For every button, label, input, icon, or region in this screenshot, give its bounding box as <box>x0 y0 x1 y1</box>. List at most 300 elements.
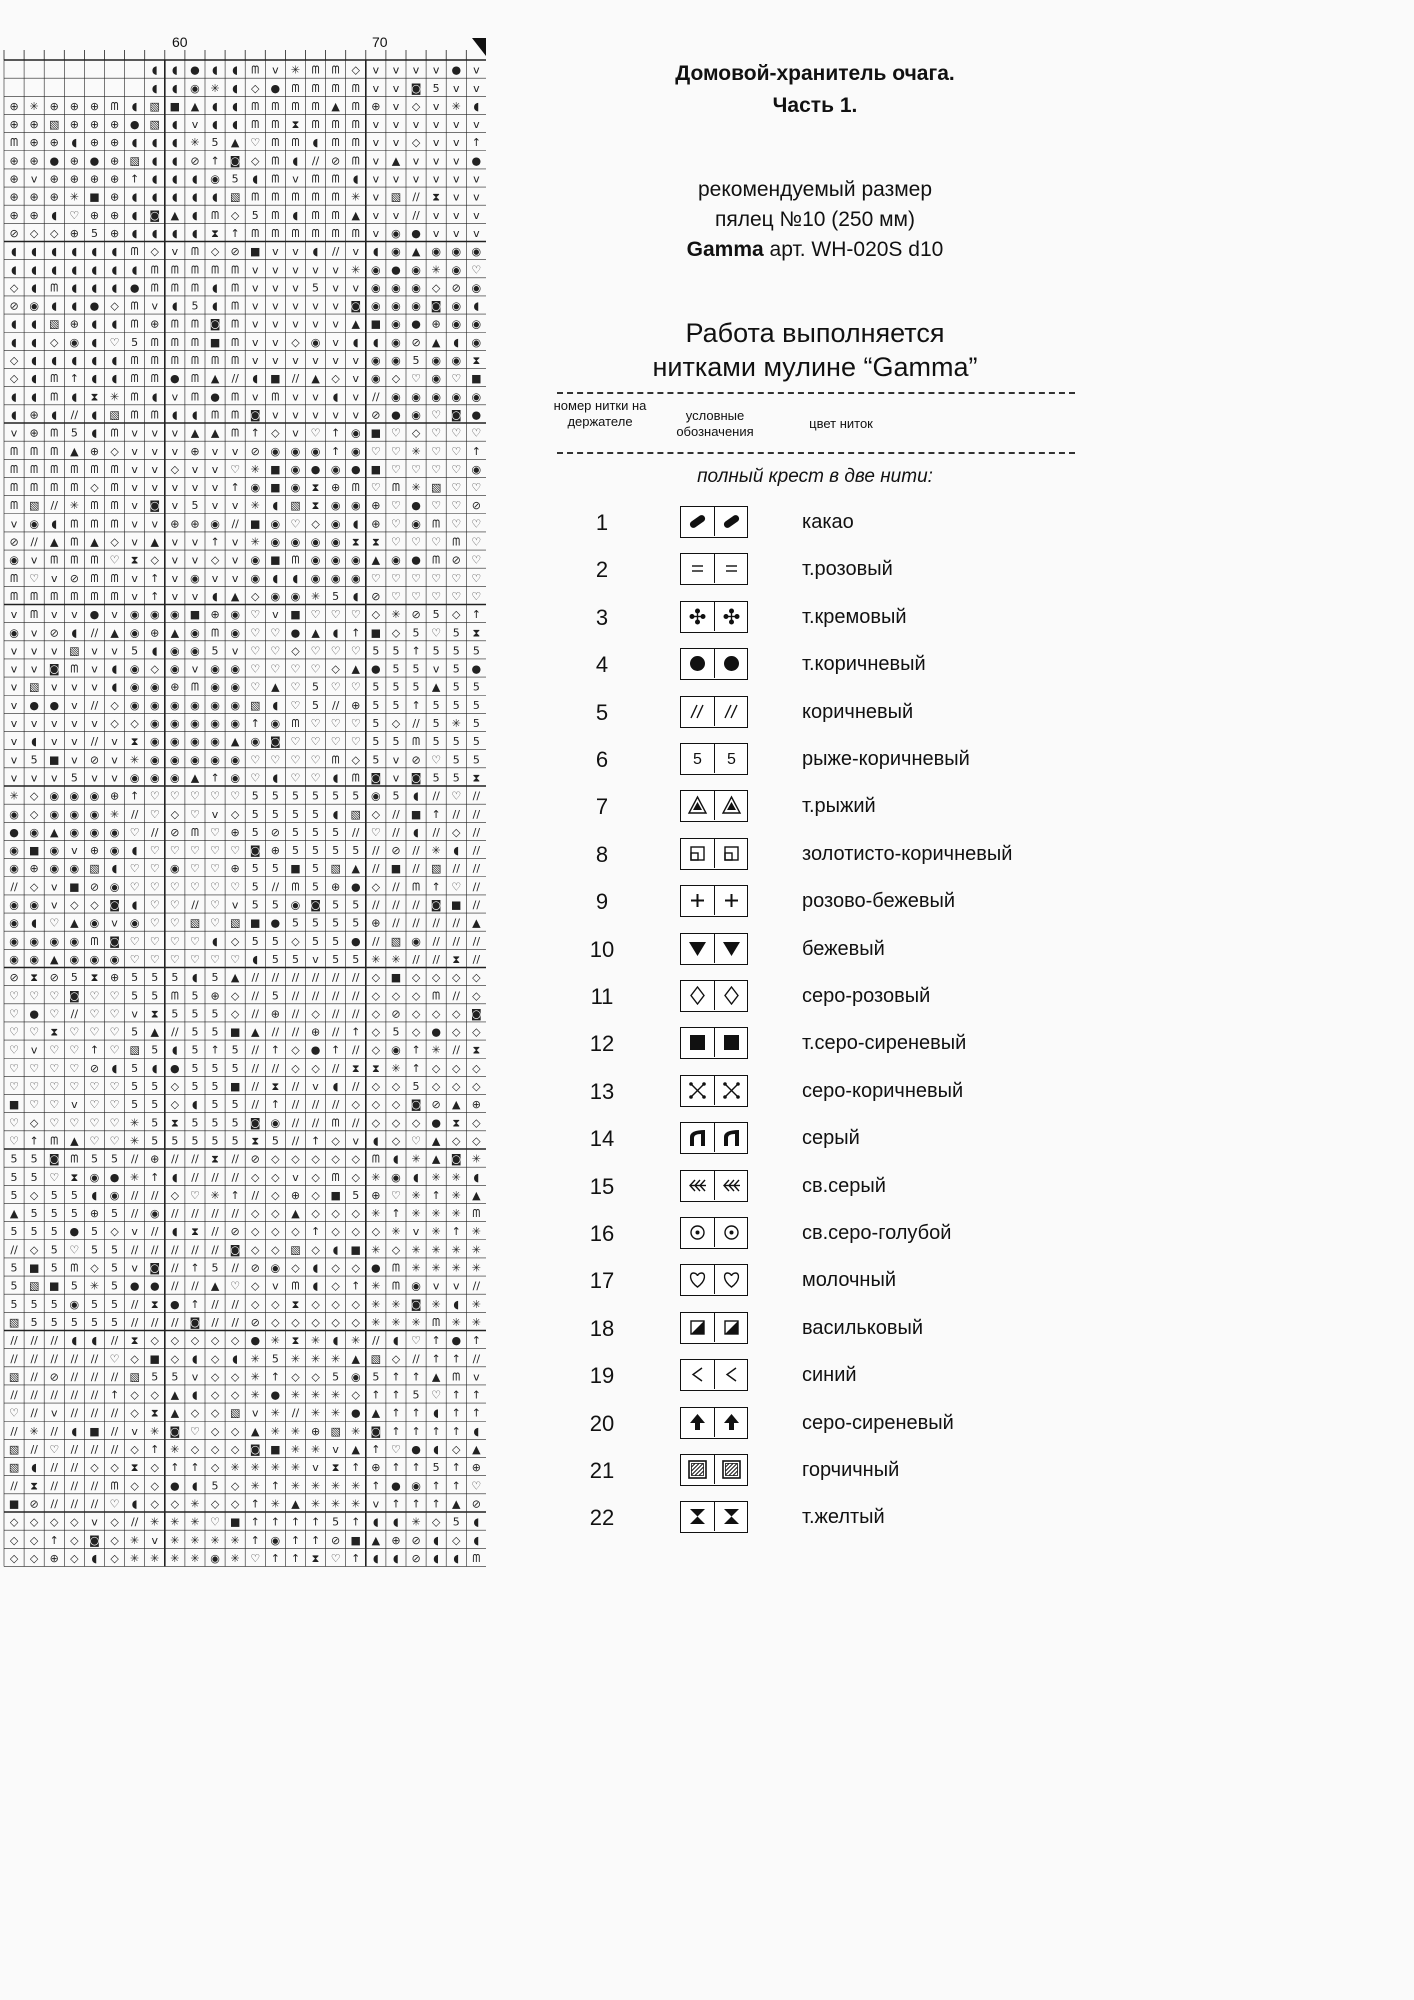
svg-text:5: 5 <box>211 1479 219 1493</box>
svg-text:v: v <box>392 118 400 132</box>
svg-text:♡: ♡ <box>149 934 160 948</box>
svg-text:▲: ▲ <box>431 1152 441 1166</box>
svg-text:◇: ◇ <box>311 1007 320 1021</box>
svg-text:◉: ◉ <box>290 589 301 603</box>
svg-text:v: v <box>231 499 239 513</box>
svg-text:◉: ◉ <box>170 753 180 767</box>
svg-text:◖: ◖ <box>393 1515 399 1529</box>
svg-text:ᗰ: ᗰ <box>10 444 19 458</box>
svg-text:v: v <box>171 589 179 603</box>
svg-text:⧗: ⧗ <box>311 1551 320 1565</box>
svg-text:ᗰ: ᗰ <box>331 753 340 767</box>
svg-text:◇: ◇ <box>210 1370 220 1384</box>
svg-text:▲: ▲ <box>331 99 340 113</box>
svg-text:ᗰ: ᗰ <box>231 335 240 349</box>
svg-text:v: v <box>151 426 159 440</box>
svg-text:◖: ◖ <box>232 81 239 95</box>
svg-text:v: v <box>412 118 420 132</box>
svg-text:v: v <box>91 717 98 731</box>
svg-text:5: 5 <box>211 1061 219 1075</box>
svg-text:✳: ✳ <box>270 1424 280 1438</box>
svg-text:♡: ♡ <box>471 481 482 495</box>
svg-text:◉: ◉ <box>190 81 200 95</box>
svg-text:▲: ▲ <box>150 1025 159 1039</box>
svg-text:⊕: ⊕ <box>190 444 200 458</box>
svg-text:◖: ◖ <box>71 299 78 313</box>
svg-text:⊕: ⊕ <box>29 118 39 132</box>
svg-text:◉: ◉ <box>310 335 321 349</box>
svg-text:⊕: ⊕ <box>150 317 160 331</box>
svg-text:◇: ◇ <box>411 1007 421 1021</box>
svg-text:◉: ◉ <box>29 934 39 948</box>
svg-text:v: v <box>412 63 420 77</box>
svg-text:◉: ◉ <box>29 517 39 531</box>
svg-text:▧: ▧ <box>149 99 160 113</box>
svg-text:◖: ◖ <box>111 281 118 295</box>
svg-text:◖: ◖ <box>192 226 198 240</box>
svg-text:◉: ◉ <box>371 263 381 277</box>
svg-text:◇: ◇ <box>452 1025 461 1039</box>
svg-text:↑: ↑ <box>270 1043 280 1057</box>
svg-text:◉: ◉ <box>330 517 341 531</box>
svg-text:v: v <box>251 1406 259 1420</box>
svg-text:⧗: ⧗ <box>150 1297 159 1311</box>
svg-text:ᗰ: ᗰ <box>10 462 19 476</box>
svg-text:◙: ◙ <box>109 898 120 912</box>
svg-text:✳: ✳ <box>451 717 461 731</box>
svg-text:◙: ◙ <box>189 1315 201 1329</box>
svg-text:5: 5 <box>372 753 380 767</box>
svg-text://: // <box>271 1061 280 1075</box>
svg-text:●: ● <box>310 1043 321 1057</box>
svg-text:♡: ♡ <box>149 952 160 966</box>
svg-text:ᗰ: ᗰ <box>170 317 179 331</box>
svg-text:⊕: ⊕ <box>29 208 39 222</box>
work-note-line1: Работа выполняется <box>685 318 945 348</box>
svg-text:5: 5 <box>271 952 279 966</box>
svg-text:■: ■ <box>189 608 201 622</box>
svg-text:♡: ♡ <box>190 880 200 894</box>
svg-text:◖: ◖ <box>171 172 178 186</box>
svg-text:◉: ◉ <box>270 717 281 731</box>
svg-text://: // <box>10 1352 18 1366</box>
svg-text:5: 5 <box>432 717 440 731</box>
svg-text:♡: ♡ <box>29 1080 40 1094</box>
svg-text:ᗰ: ᗰ <box>351 81 360 95</box>
svg-text:▲: ▲ <box>311 626 320 640</box>
svg-text:⧗: ⧗ <box>452 952 461 966</box>
svg-text:v: v <box>71 735 78 749</box>
svg-text:✳: ✳ <box>290 63 301 77</box>
svg-text:⊕: ⊕ <box>310 1025 321 1039</box>
svg-text:✳: ✳ <box>270 1461 280 1475</box>
svg-text:✳: ✳ <box>170 1515 180 1529</box>
svg-text:♡: ♡ <box>89 989 100 1003</box>
svg-text:◖: ◖ <box>111 317 118 331</box>
svg-text:✳: ✳ <box>391 1061 401 1075</box>
svg-text:◉: ◉ <box>89 1170 100 1184</box>
svg-text:◇: ◇ <box>391 1243 401 1257</box>
svg-text:◖: ◖ <box>252 952 259 966</box>
svg-text:◉: ◉ <box>69 1297 80 1311</box>
svg-text:◖: ◖ <box>31 354 38 368</box>
svg-text:◇: ◇ <box>230 1370 240 1384</box>
svg-text:↑: ↑ <box>391 1424 401 1438</box>
svg-text:◇: ◇ <box>271 1297 280 1311</box>
svg-text:5: 5 <box>30 1207 38 1221</box>
svg-text://: // <box>191 1279 199 1293</box>
svg-text:■: ■ <box>330 1188 341 1202</box>
svg-text:ᗰ: ᗰ <box>10 481 19 495</box>
digit-5-icon <box>681 744 715 773</box>
svg-text:◉: ◉ <box>411 281 421 295</box>
svg-text://: // <box>331 1025 340 1039</box>
svg-text:⊕: ⊕ <box>49 1551 59 1565</box>
svg-text:v: v <box>30 553 38 567</box>
svg-text:v: v <box>392 771 400 785</box>
svg-text:5: 5 <box>291 789 299 803</box>
svg-text:♡: ♡ <box>49 916 60 930</box>
svg-text:♡: ♡ <box>89 1007 100 1021</box>
svg-text:v: v <box>272 1279 279 1293</box>
svg-text:v: v <box>30 626 38 640</box>
svg-text:ᗰ: ᗰ <box>170 281 179 295</box>
svg-text:♡: ♡ <box>451 372 462 386</box>
svg-text:v: v <box>412 154 420 168</box>
svg-text:✳: ✳ <box>250 1370 260 1384</box>
svg-text:♡: ♡ <box>69 1243 80 1257</box>
svg-text://: // <box>412 952 420 966</box>
svg-text:5: 5 <box>10 1279 18 1293</box>
svg-text:◉: ◉ <box>69 862 80 876</box>
svg-text:v: v <box>211 499 219 513</box>
svg-text:ᗰ: ᗰ <box>150 263 159 277</box>
svg-text:♡: ♡ <box>210 1515 220 1529</box>
svg-text:▧: ▧ <box>330 862 341 876</box>
svg-text:v: v <box>452 226 460 240</box>
svg-text://: // <box>50 1424 58 1438</box>
svg-text:♡: ♡ <box>9 1043 19 1057</box>
svg-text:✳: ✳ <box>391 1315 401 1329</box>
svg-text://: // <box>50 1334 58 1348</box>
svg-text:5: 5 <box>271 1352 279 1366</box>
svg-text:◉: ◉ <box>210 662 220 676</box>
svg-text:◖: ◖ <box>272 698 279 712</box>
svg-text:v: v <box>272 608 279 622</box>
svg-text:◉: ◉ <box>149 698 160 712</box>
svg-text:◙: ◙ <box>149 1261 161 1275</box>
svg-text:◉: ◉ <box>129 626 140 640</box>
svg-text:v: v <box>292 317 299 331</box>
svg-text:5: 5 <box>90 1152 98 1166</box>
svg-text:◇: ◇ <box>331 1279 340 1293</box>
legend-item <box>500 1122 1110 1162</box>
svg-text:♡: ♡ <box>290 662 301 676</box>
thread-color-name: бежевый <box>802 937 885 960</box>
svg-text:♡: ♡ <box>169 844 180 858</box>
svg-text:v: v <box>352 372 360 386</box>
svg-text:v: v <box>131 499 138 513</box>
svg-text:◙: ◙ <box>149 499 161 513</box>
svg-text:●: ● <box>129 1279 140 1293</box>
svg-text:5: 5 <box>191 1043 199 1057</box>
svg-text:ᗰ: ᗰ <box>90 553 99 567</box>
svg-text:v: v <box>432 172 440 186</box>
svg-text:◖: ◖ <box>91 263 98 277</box>
cocoa-bean-icon <box>681 507 715 536</box>
svg-text:ᗰ: ᗰ <box>110 517 119 531</box>
svg-text:ᗰ: ᗰ <box>211 408 220 422</box>
svg-text:✳: ✳ <box>451 1261 461 1275</box>
svg-text:◇: ◇ <box>110 1551 119 1565</box>
svg-text:◇: ◇ <box>170 807 180 821</box>
svg-text:♡: ♡ <box>9 1007 19 1021</box>
svg-text:✳: ✳ <box>130 1116 140 1130</box>
svg-text:◖: ◖ <box>91 1551 98 1565</box>
svg-text:◇: ◇ <box>351 1315 360 1329</box>
svg-text://: // <box>211 1225 219 1239</box>
svg-text:↑: ↑ <box>351 1551 361 1565</box>
svg-text:◇: ◇ <box>291 1061 300 1075</box>
svg-text:◇: ◇ <box>431 1061 441 1075</box>
svg-text:5: 5 <box>251 789 259 803</box>
svg-text:◉: ◉ <box>149 753 160 767</box>
svg-text:◙: ◙ <box>48 662 60 676</box>
svg-text:ᗰ: ᗰ <box>50 553 59 567</box>
divider-bottom <box>557 452 1075 454</box>
svg-text:◇: ◇ <box>291 1225 300 1239</box>
svg-text:✳: ✳ <box>230 1533 240 1547</box>
svg-text:✳: ✳ <box>290 1424 301 1438</box>
svg-text:v: v <box>91 680 98 694</box>
svg-text:v: v <box>131 481 138 495</box>
svg-text:◉: ◉ <box>29 825 39 839</box>
equals-symbol-box <box>680 553 748 585</box>
svg-text:↑: ↑ <box>270 1370 280 1384</box>
svg-text:5: 5 <box>332 898 340 912</box>
thread-number: 15 <box>589 1173 615 1199</box>
svg-text:■: ■ <box>350 1533 361 1547</box>
svg-text:⊘: ⊘ <box>230 245 240 259</box>
svg-text:5: 5 <box>191 299 199 313</box>
svg-text:v: v <box>272 408 279 422</box>
svg-text:v: v <box>231 444 239 458</box>
svg-text:◇: ◇ <box>251 1170 260 1184</box>
svg-text:⊘: ⊘ <box>49 626 59 640</box>
svg-text:◇: ◇ <box>271 1207 280 1221</box>
svg-text:↑: ↑ <box>150 1443 160 1457</box>
svg-text:◉: ◉ <box>29 299 39 313</box>
svg-text:5: 5 <box>30 1225 38 1239</box>
svg-text:◉: ◉ <box>129 608 140 622</box>
svg-text:◉: ◉ <box>290 462 301 476</box>
svg-text://: // <box>130 1188 139 1202</box>
svg-text:✳: ✳ <box>190 1551 200 1565</box>
svg-text:ᗰ: ᗰ <box>331 226 340 240</box>
svg-text:◖: ◖ <box>352 517 359 531</box>
svg-text:v: v <box>432 118 440 132</box>
svg-text:5: 5 <box>231 1134 239 1148</box>
svg-text:■: ■ <box>370 626 382 640</box>
svg-text:⊘: ⊘ <box>391 1007 401 1021</box>
svg-text:◇: ◇ <box>90 1461 99 1475</box>
svg-text:♡: ♡ <box>109 1007 120 1021</box>
svg-text:◇: ◇ <box>251 1225 260 1239</box>
svg-text:5: 5 <box>312 281 320 295</box>
svg-text:↑: ↑ <box>391 1497 401 1511</box>
svg-text:✳: ✳ <box>270 1334 280 1348</box>
svg-text:⊕: ⊕ <box>109 208 120 222</box>
svg-text:⊘: ⊘ <box>190 154 200 168</box>
svg-text:v: v <box>131 462 138 476</box>
svg-text:◇: ◇ <box>110 535 119 549</box>
svg-text://: // <box>412 844 420 858</box>
svg-text:■: ■ <box>229 1515 241 1529</box>
svg-text://: // <box>291 1080 300 1094</box>
svg-text:♡: ♡ <box>431 626 442 640</box>
svg-text:■: ■ <box>169 99 181 113</box>
thread-color-name: васильковый <box>802 1316 924 1339</box>
svg-text:◖: ◖ <box>212 118 218 132</box>
svg-text:♡: ♡ <box>451 481 462 495</box>
digit-5-icon <box>715 744 748 773</box>
svg-text:⊕: ⊕ <box>89 1207 100 1221</box>
svg-text:◖: ◖ <box>71 390 78 404</box>
svg-text:ᗰ: ᗰ <box>190 245 199 259</box>
hatched-square-icon <box>715 1455 748 1484</box>
svg-text:5: 5 <box>352 789 360 803</box>
svg-text:5: 5 <box>352 952 360 966</box>
svg-text:↑: ↑ <box>351 1515 361 1529</box>
equals-icon <box>681 554 715 583</box>
svg-text:▲: ▲ <box>311 372 320 386</box>
svg-text:◖: ◖ <box>413 1170 419 1184</box>
svg-text:◇: ◇ <box>150 1334 159 1348</box>
svg-text:5: 5 <box>131 1025 139 1039</box>
svg-text:♡: ♡ <box>149 807 160 821</box>
svg-text:5: 5 <box>151 1116 159 1130</box>
svg-text:◉: ◉ <box>149 771 160 785</box>
svg-text://: // <box>251 1043 259 1057</box>
svg-text:●: ● <box>170 1479 180 1493</box>
svg-text:ᗰ: ᗰ <box>150 335 159 349</box>
svg-text:♡: ♡ <box>89 1098 100 1112</box>
svg-text://: // <box>372 1334 380 1348</box>
svg-text:⊕: ⊕ <box>69 317 79 331</box>
svg-text:⊘: ⊘ <box>391 844 401 858</box>
svg-text:◖: ◖ <box>151 63 158 77</box>
svg-text://: // <box>70 1443 79 1457</box>
svg-text:5: 5 <box>70 1207 78 1221</box>
svg-text:◇: ◇ <box>271 1243 280 1257</box>
svg-text:◉: ◉ <box>29 898 39 912</box>
svg-text:◇: ◇ <box>331 662 340 676</box>
svg-text://: // <box>412 898 420 912</box>
svg-text:●: ● <box>9 825 19 839</box>
svg-text:♡: ♡ <box>270 644 281 658</box>
svg-text:⊘: ⊘ <box>411 608 421 622</box>
svg-text:◇: ◇ <box>371 880 381 894</box>
svg-text:◉: ◉ <box>170 717 180 731</box>
svg-text:⊘: ⊘ <box>411 335 421 349</box>
svg-text:⊕: ⊕ <box>210 989 220 1003</box>
svg-text:◇: ◇ <box>452 971 461 985</box>
svg-text:●: ● <box>310 462 321 476</box>
svg-text:◖: ◖ <box>433 1443 440 1457</box>
svg-text:◖: ◖ <box>111 1061 118 1075</box>
svg-text:◇: ◇ <box>351 1297 360 1311</box>
svg-text:◖: ◖ <box>212 299 218 313</box>
thread-number: 12 <box>589 1031 615 1057</box>
svg-text:▲: ▲ <box>371 1533 381 1547</box>
hoop-brand: Gamma <box>686 238 764 261</box>
svg-text:v: v <box>50 717 58 731</box>
svg-text:ᗰ: ᗰ <box>30 608 39 622</box>
legend-item <box>500 1170 1110 1210</box>
svg-text:♡: ♡ <box>89 1080 100 1094</box>
svg-text:⧗: ⧗ <box>90 971 99 985</box>
svg-text:♡: ♡ <box>129 934 140 948</box>
svg-text:◇: ◇ <box>411 971 421 985</box>
hoop-recommendation: рекомендуемый размер <box>697 178 932 201</box>
svg-text:●: ● <box>29 698 39 712</box>
svg-text:↑: ↑ <box>331 444 341 458</box>
svg-text:●: ● <box>431 1025 441 1039</box>
svg-text:v: v <box>292 390 299 404</box>
svg-text:v: v <box>292 408 299 422</box>
svg-text:v: v <box>452 81 460 95</box>
svg-text:▧: ▧ <box>390 190 402 204</box>
svg-text:◇: ◇ <box>110 1533 119 1547</box>
legend-item <box>500 1359 1110 1399</box>
svg-text:v: v <box>251 354 259 368</box>
svg-text:◇: ◇ <box>230 1007 240 1021</box>
svg-text:ᗰ: ᗰ <box>231 390 240 404</box>
svg-text:5: 5 <box>432 81 440 95</box>
svg-text://: // <box>271 1025 280 1039</box>
svg-text:⊕: ⊕ <box>69 172 79 186</box>
svg-text:◙: ◙ <box>209 317 221 331</box>
svg-text:⊕: ⊕ <box>351 698 361 712</box>
svg-text:↑: ↑ <box>391 1461 401 1475</box>
svg-text:v: v <box>111 916 118 930</box>
svg-text:◉: ◉ <box>431 372 441 386</box>
thread-color-name: золотисто-коричневый <box>802 842 1013 865</box>
svg-text:ᗰ: ᗰ <box>271 208 280 222</box>
svg-text:↑: ↑ <box>250 426 260 440</box>
svg-text://: // <box>30 1443 38 1457</box>
svg-text:5: 5 <box>90 226 98 240</box>
svg-text:♡: ♡ <box>49 1443 60 1457</box>
svg-text:v: v <box>71 680 78 694</box>
svg-text:♡: ♡ <box>330 608 341 622</box>
svg-text:◖: ◖ <box>91 408 98 422</box>
svg-text:⧗: ⧗ <box>472 626 481 640</box>
svg-text:◇: ◇ <box>190 1406 200 1420</box>
svg-text:◇: ◇ <box>391 1116 401 1130</box>
svg-text:5: 5 <box>452 1515 460 1529</box>
x-dots-symbol-box <box>680 1075 748 1107</box>
svg-text:5: 5 <box>50 1243 58 1257</box>
svg-text:⧗: ⧗ <box>371 535 380 549</box>
svg-text://: // <box>191 1170 199 1184</box>
svg-text:↑: ↑ <box>431 807 441 821</box>
svg-text:✳: ✳ <box>250 1479 260 1493</box>
svg-text:v: v <box>473 63 480 77</box>
svg-text:◖: ◖ <box>111 662 118 676</box>
svg-text:⊕: ⊕ <box>9 99 19 113</box>
svg-text:↑: ↑ <box>331 426 341 440</box>
